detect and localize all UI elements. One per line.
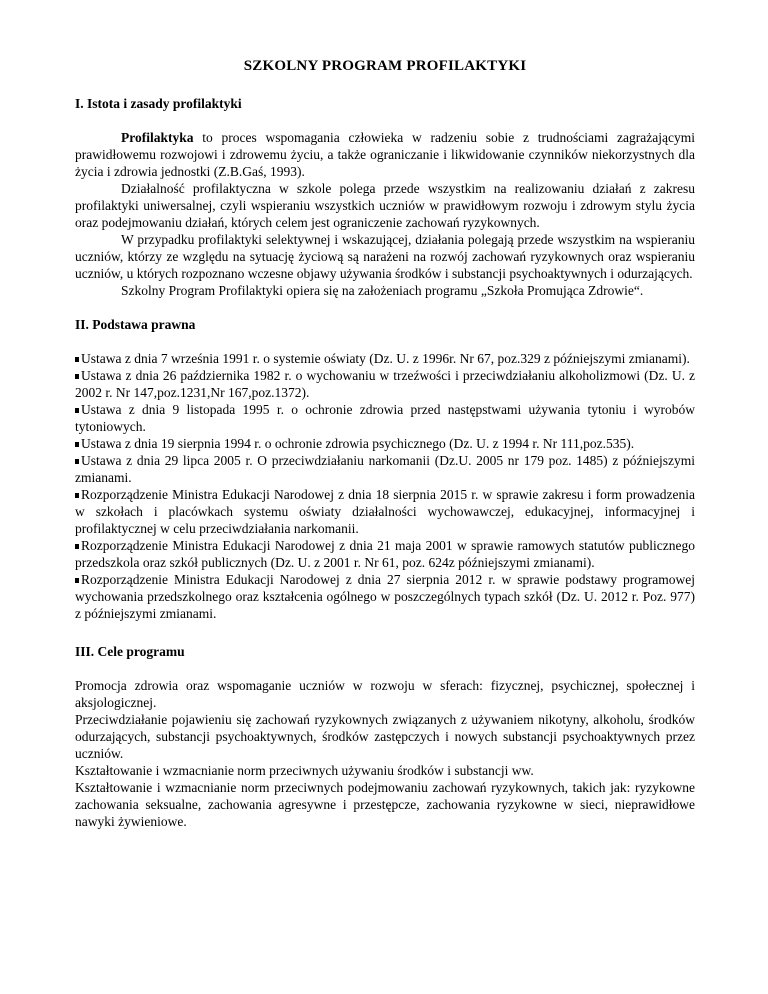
legal-basis-list <box>75 350 695 622</box>
square-bullet-icon <box>75 578 79 583</box>
document-page <box>75 58 695 830</box>
list-item: Ustawa z dnia 19 sierpnia 1994 r. o ochronie zdrowia psychicznego (Dz. U. z 1994 r. Nr 111,poz.535). <box>75 435 695 452</box>
square-bullet-icon <box>75 408 79 413</box>
section-2-heading: II. Podstawa prawna <box>75 317 196 332</box>
list-item: Ustawa z dnia 7 września 1991 r. o systemie oświaty (Dz. U. z 1996r. Nr 67, poz.329 z późniejszymi zmianami). <box>75 350 695 367</box>
term-profilaktyka: Profilaktyka <box>121 130 194 145</box>
document-title: SZKOLNY PROGRAM PROFILAKTYKI <box>243 58 527 74</box>
list-item: Rozporządzenie Ministra Edukacji Narodowej z dnia 18 sierpnia 2015 r. w sprawie zakresu i form prowadzenia w szkołach i placówkach systemu oświaty działalności wychowawczej, edukacyjnej, informacyjnej i profilaktycznej w celu przeciwdziałania narkomanii. <box>75 487 695 536</box>
list-item: Kształtowanie i wzmacnianie norm przeciwnych używaniu środków i substancji ww. <box>75 763 534 778</box>
section-1-paragraph-2: Działalność profilaktyczna w szkole polega przede wszystkim na realizowaniu działań z zakresu profilaktyki uniwersalnej, czyli wspieraniu wszystkich uczniów w prawidłowym rozwoju i zdrowym stylu życia oraz podejmowaniu działań, których celem jest ograniczenie zachowań ryzykownych. <box>75 181 695 230</box>
square-bullet-icon <box>75 357 79 362</box>
paragraph-1-text: to proces wspomagania człowieka w radzeniu sobie z trudnościami zagrażającymi prawidłowemu rozwojowi i zdrowemu życiu, a także ograniczanie i likwidowanie czynników niekorzystnych dla życia i zdrowia jednostki (Z.B.Gaś, 1993). <box>75 130 695 179</box>
list-item: Promocja zdrowia oraz wspomaganie uczniów w rozwoju w sferach: fizycznej, psychicznej, społecznej i aksjologicznej. <box>75 678 695 710</box>
square-bullet-icon <box>75 544 79 549</box>
section-1-paragraph-1 <box>75 129 695 180</box>
square-bullet-icon <box>75 442 79 447</box>
square-bullet-icon <box>75 459 79 464</box>
list-item: Rozporządzenie Ministra Edukacji Narodowej z dnia 27 sierpnia 2012 r. w sprawie podstawy programowej wychowania przedszkolnego oraz kształcenia ogólnego w poszczególnych typach szkół (Dz. U. 2012 r. Poz. 977) z późniejszymi zmianami. <box>75 572 695 621</box>
list-item: Ustawa z dnia 26 października 1982 r. o wychowaniu w trzeźwości i przeciwdziałaniu alkoholizmowi (Dz. U. z 2002 r. Nr 147,poz.1231,Nr 167,poz.1372). <box>75 368 695 400</box>
section-3-heading: III. Cele programu <box>75 644 185 659</box>
list-item: Kształtowanie i wzmacnianie norm przeciwnych podejmowaniu zachowań ryzykownych, takich jak: ryzykowne zachowania seksualne, zachowania agresywne i przestępcze, zachowania ryzykowne w sieci, nieprawidłowe nawyki żywieniowe. <box>75 780 695 829</box>
program-goals-list <box>75 677 695 830</box>
list-item: Ustawa z dnia 9 listopada 1995 r. o ochronie zdrowia przed następstwami używania tytoniu i wyrobów tytoniowych. <box>75 402 695 434</box>
list-item: Przeciwdziałanie pojawieniu się zachowań ryzykownych związanych z używaniem nikotyny, alkoholu, środków odurzających, substancji psychoaktywnych, środków zastępczych i nowych substancji psychoaktywnych przez uczniów. <box>75 712 695 761</box>
section-1-paragraph-3: W przypadku profilaktyki selektywnej i wskazującej, działania polegają przede wszystkim na wspieraniu uczniów, którzy ze względu na sytuację życiową są narażeni na rozwój zachowań ryzykownych oraz wspieraniu uczniów, u których rozpoznano wczesne objawy używania środków i substancji psychoaktywnych i odurzających. <box>75 232 695 281</box>
section-1-paragraph-4: Szkolny Program Profilaktyki opiera się na założeniach programu „Szkoła Promująca Zdrowie“. <box>121 283 644 298</box>
section-1-heading: I. Istota i zasady profilaktyki <box>75 96 242 111</box>
square-bullet-icon <box>75 493 79 498</box>
list-item: Rozporządzenie Ministra Edukacji Narodowej z dnia 21 maja 2001 w sprawie ramowych statutów publicznego przedszkola oraz szkół publicznych (Dz. U. z 2001 r. Nr 61, poz. 624z późniejszymi zmianami). <box>75 538 695 570</box>
list-item: Ustawa z dnia 29 lipca 2005 r. O przeciwdziałaniu narkomanii (Dz.U. 2005 nr 179 poz. 1485) z późniejszymi zmianami. <box>75 453 695 485</box>
square-bullet-icon <box>75 374 79 379</box>
